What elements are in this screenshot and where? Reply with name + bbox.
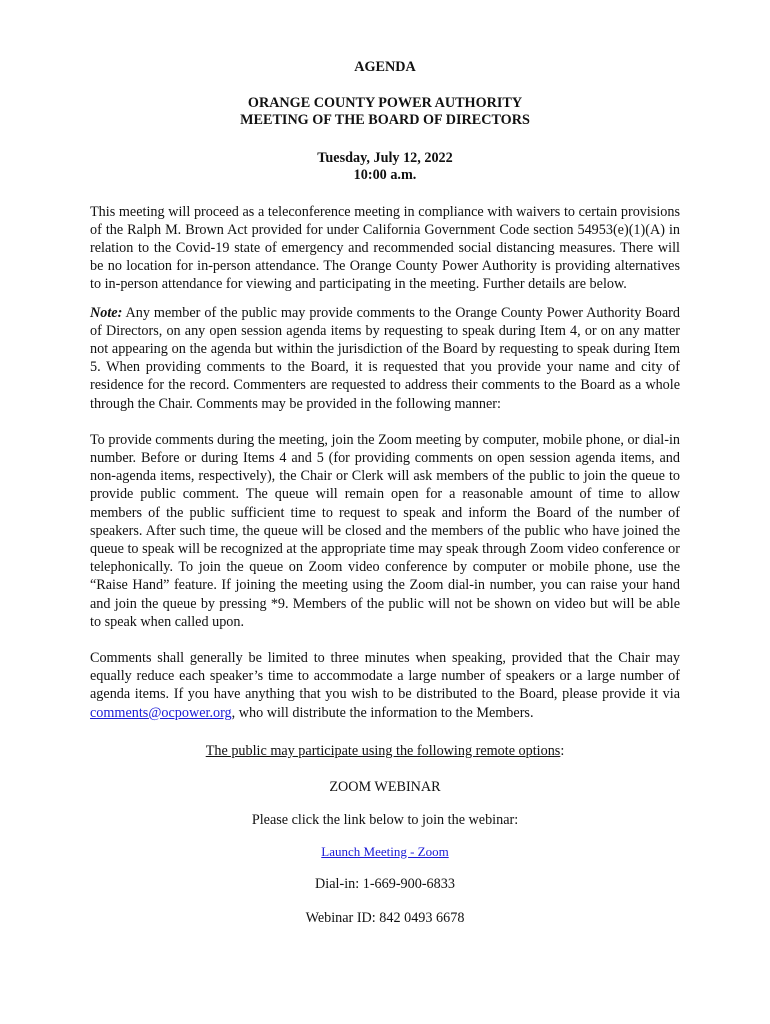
meeting-date: Tuesday, July 12, 2022 — [317, 149, 453, 166]
remote-options-heading — [90, 742, 680, 760]
webinar-id: Webinar ID: 842 0493 6678 — [305, 909, 465, 926]
note-paragraph — [90, 304, 680, 413]
note-label: Note: — [90, 304, 123, 321]
launch-meeting-line — [90, 843, 680, 861]
note-text: Any member of the public may provide comments to the Orange County Power Authority Board of Directors, on any open session agenda items by requesting to speak during Item 4, or on any matter not appearing on the agenda but within the jurisdiction of the Board by requesting to speak during Item 5. When providing comments to the Board, it is requested that you provide your name and city of residence for the record. Commenters are requested to address their comments to the Board as a whole through the Chair. Comments may be provided in the following manner: — [90, 304, 680, 412]
agenda-title: AGENDA — [354, 59, 416, 75]
comments-paragraph — [90, 649, 680, 722]
launch-meeting-link[interactable]: Launch Meeting - Zoom — [321, 843, 449, 859]
zoom-webinar-title: ZOOM WEBINAR — [329, 778, 441, 795]
remote-options-heading-colon: : — [560, 742, 565, 759]
meeting-datetime — [90, 150, 680, 185]
zoom-instructions-paragraph: To provide comments during the meeting, join the Zoom meeting by computer, mobile phone, or dial-in number. Before or during Items 4 and 5 (for providing comments on open session agenda items, and non-agenda items, respectively), the Chair or Clerk will ask members of the public to join the queue to provide public comment. The queue will remain open for a reasonable amount of time to allow members of the public sufficient time to request to speak and inform the Board of the number of speakers. After such time, the queue will be closed and the members of the public who have joined the queue to speak will be recognized at the appropriate time may speak through Zoom video conference or telephonically. To join the queue on Zoom video conference by computer or mobile phone, use the “Raise Hand” feature. If joining the meeting using the Zoom dial-in number, you can raise your hand and join the queue by pressing *9. Members of the public will not be shown on video but will be able to speak when called upon. — [90, 431, 680, 630]
comments-text-before: Comments shall generally be limited to three minutes when speaking, provided that the Chair may equally reduce each speaker’s time to accommodate a large number of speakers or a large number of agenda items. If you have anything that you wish to be distributed to the Board, please provide it via — [90, 649, 680, 703]
document-page — [90, 52, 680, 927]
remote-options-heading-text: The public may participate using the following remote options — [205, 742, 561, 759]
meeting-time: 10:00 a.m. — [353, 167, 417, 183]
organization-block — [90, 95, 680, 130]
comments-email-link[interactable]: comments@ocpower.org — [90, 704, 232, 721]
intro-paragraph: This meeting will proceed as a teleconference meeting in compliance with waivers to certain provisions of the Ralph M. Brown Act provided for under California Government Code section 54953(e)(1)(A) in relation to the Covid-19 state of emergency and recommended social distancing measures. There will be no location for in-person attendance. The Orange County Power Authority is providing alternatives to in-person attendance for viewing and participating in the meeting. Further details are below. — [90, 203, 680, 293]
comments-text-after: , who will distribute the information to the Members. — [231, 704, 534, 721]
meeting-name: MEETING OF THE BOARD OF DIRECTORS — [240, 112, 530, 128]
join-instructions: Please click the link below to join the webinar: — [251, 811, 519, 828]
dial-in-number: Dial-in: 1-669-900-6833 — [315, 875, 455, 892]
organization-name: ORANGE COUNTY POWER AUTHORITY — [247, 94, 523, 111]
